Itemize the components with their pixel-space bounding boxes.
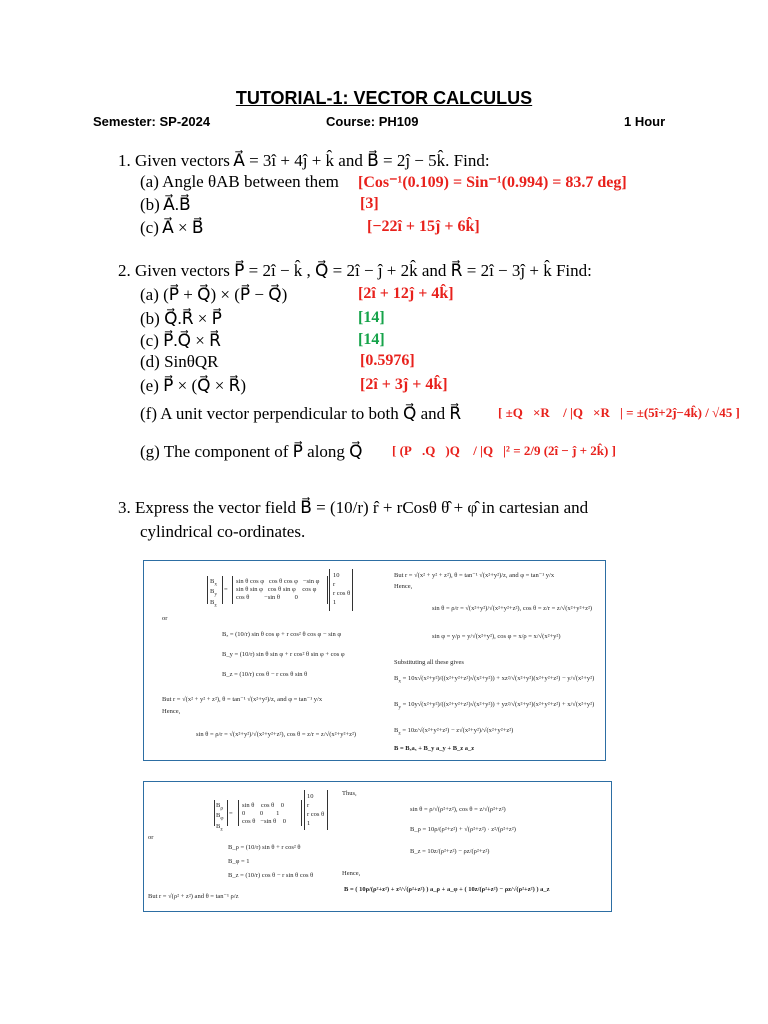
solution-cartesian-box <box>143 560 606 761</box>
q2a-text: (a) (P⃗ + Q⃗) × (P⃗ − Q⃗) <box>140 285 288 304</box>
page-title: TUTORIAL-1: VECTOR CALCULUS <box>235 88 533 108</box>
b-final-cylindrical: B = ( 10ρ/(ρ²+z²) + z²/√(ρ²+z²) ) a_ρ + a_φ + ( 10z/(ρ²+z²) − ρz/√(ρ²+z²) ) a_z <box>344 886 550 893</box>
course-label: Course: PH109 <box>326 114 419 129</box>
sin-theta-equation: sin θ = ρ/r = √(x²+y²)/√(x²+y²+z²), cos θ = z/r = z/√(x²+y²+z²) <box>196 731 357 738</box>
cyl-transform-entries: sin θ cos θ 0 0 0 1 cos θ −sin θ 0 <box>242 802 287 825</box>
q2a-answer: [2î + 12ĵ + 4k̂] <box>358 285 454 302</box>
solution-cylindrical-box <box>143 781 612 912</box>
by-equation: B_y = (10/r) sin θ sin φ + r cos² θ sin φ + cos φ <box>222 651 345 658</box>
or-label: or <box>162 615 168 622</box>
b-final-cartesian: B = Bₓaₓ + B_y a_y + B_z a_z <box>394 745 475 752</box>
transform-matrix-entries: sin θ cos φ cos θ cos φ −sin φ sin θ sin φ cos θ sin φ cos φ cos θ −sin θ 0 <box>236 578 320 601</box>
equals-sign: = <box>224 586 228 593</box>
bx-equation: Bₓ = (10/r) sin θ cos φ + r cos² θ cos φ − sin φ <box>222 631 342 638</box>
q2f-answer: [ ±Q⃗×R⃗ / |Q⃗×R⃗| = ±(5î+2ĵ−4k̂) / √45 ] <box>498 405 740 420</box>
spherical-vector-entries: 10 r r cos θ 1 <box>333 572 351 606</box>
q2-stem: 2. Given vectors P⃗ = 2î − k̂ , Q⃗ = 2î − ĵ + 2k̂ and R⃗ = 2î − 3ĵ + k̂ Find: <box>118 261 592 280</box>
bx-substituted: $B_x = 10x√(x^2+y^2)/((x^2+y^2+z^2)√(x^2+y^2)) + xz^2/√(x^2+y^2)(x^2+y^2+z^2) - y/√(x^2+y^2)$ <box>394 675 595 685</box>
q1-stem: 1. Given vectors A⃗ = 3î + 4ĵ + k̂ and B⃗ = 2ĵ − 5k̂. Find: <box>118 151 490 170</box>
brho-equation: B_ρ = (10/r) sin θ + r cos² θ <box>228 844 301 851</box>
q2g-text: (g) The component of P⃗ along Q⃗ <box>140 442 363 461</box>
bz-substituted-cyl: B_z = 10z/(ρ²+z²) − ρz/(ρ²+z²) <box>410 848 490 855</box>
q1c-answer: [−22î + 15ĵ + 6k̂] <box>367 218 480 235</box>
q2c-text: (c) P⃗.Q⃗ × R⃗ <box>140 331 221 350</box>
brho-substituted: B_ρ = 10ρ/(ρ²+z²) + √(ρ²+z²) · z²/(ρ²+z²) <box>410 826 516 833</box>
q3-stem-line2: cylindrical co-ordinates. <box>140 522 306 541</box>
trig-cyl-equation: sin θ = ρ/√(ρ²+z²), cos θ = z/√(ρ²+z²) <box>410 806 506 813</box>
q1a-text: (a) Angle θAB between them <box>140 172 339 191</box>
bz-cyl-equation: B_z = (10/r) cos θ − r sin θ cos θ <box>228 872 314 879</box>
q1b-text: (b) A⃗.B⃗ <box>140 195 191 214</box>
equals-sign-cyl: = <box>229 810 233 817</box>
bphi-equation: B_φ = 1 <box>228 858 250 865</box>
q2d-answer: [0.5976] <box>360 352 415 369</box>
but-r-equation: But r = √(x² + y² + z²), θ = tan⁻¹ √(x²+y²)/z, and φ = tan⁻¹ y/x <box>162 696 323 703</box>
duration-label: 1 Hour <box>624 114 666 129</box>
q2e-answer: [2î + 3ĵ + 4k̂] <box>360 376 448 393</box>
thus-label: Thus, <box>342 790 357 797</box>
q2e-text: (e) P⃗ × (Q⃗ × R⃗) <box>140 376 247 395</box>
q2d-text: (d) SinθQR <box>140 352 219 371</box>
by-substituted: $B_y = 10y√(x^2+y^2)/((x^2+y^2+z^2)√(x^2+y^2)) + yz^2/√(x^2+y^2)(x^2+y^2+z^2) + x/√(x^2+y^2)$ <box>394 701 595 711</box>
q2b-answer: [14] <box>358 309 385 326</box>
bz-equation: B_z = (10/r) cos θ − r cos θ sin θ <box>222 671 308 678</box>
hence-label: Hence, <box>162 708 181 715</box>
q2g-answer: [ (P⃗.Q⃗)Q⃗ / |Q⃗|² = 2/9 (2î − ĵ + 2k̂) ] <box>392 443 616 458</box>
but-r-cyl-equation: But r = √(ρ² + z²) and θ = tan⁻¹ ρ/z <box>148 893 239 900</box>
q2f-text: (f) A unit vector perpendicular to both Q⃗ and R⃗ <box>140 404 462 423</box>
b-cyl-components: $B_\rho$ $B_\varphi$ $B_z$ <box>216 802 224 832</box>
semester-label: Semester: SP-2024 <box>93 114 211 129</box>
q2b-text: (b) Q⃗.R⃗ × P⃗ <box>140 309 222 328</box>
hence-label-right: Hence, <box>394 583 413 590</box>
q1b-answer: [3] <box>360 195 379 212</box>
q2c-answer: [14] <box>358 331 385 348</box>
q1c-text: (c) A⃗ × B⃗ <box>140 218 204 237</box>
sin-phi-equation: sin φ = y/ρ = y/√(x²+y²), cos φ = x/ρ = x/√(x²+y²) <box>432 633 561 640</box>
substituting-label: Substituting all these gives <box>394 659 464 666</box>
q3-stem-line1: 3. Express the vector field B⃗ = (10/r) r̂ + rCosθ θ̂ + φ̂ in cartesian and <box>118 498 589 517</box>
or-label-cyl: or <box>148 834 154 841</box>
q1a-answer: [Cos⁻¹(0.109) = Sin⁻¹(0.994) = 83.7 deg] <box>358 174 627 191</box>
bz-substituted: $B_z = 10z/√(x^2+y^2+z^2) - z√(x^2+y^2)/√(x^2+y^2+z^2)$ <box>394 727 514 737</box>
but-r-equation-right: But r = √(x² + y² + z²), θ = tan⁻¹ √(x²+y²)/z, and φ = tan⁻¹ y/x <box>394 572 555 579</box>
b-components: $B_x$ $B_y$ $B_z$ <box>210 578 218 608</box>
cyl-spherical-entries: 10 r r cos θ 1 <box>307 793 325 827</box>
sin-theta-equation-right: sin θ = ρ/r = √(x²+y²)/√(x²+y²+z²), cos θ = z/r = z/√(x²+y²+z²) <box>432 605 593 612</box>
hence-label-cyl: Hence, <box>342 870 361 877</box>
